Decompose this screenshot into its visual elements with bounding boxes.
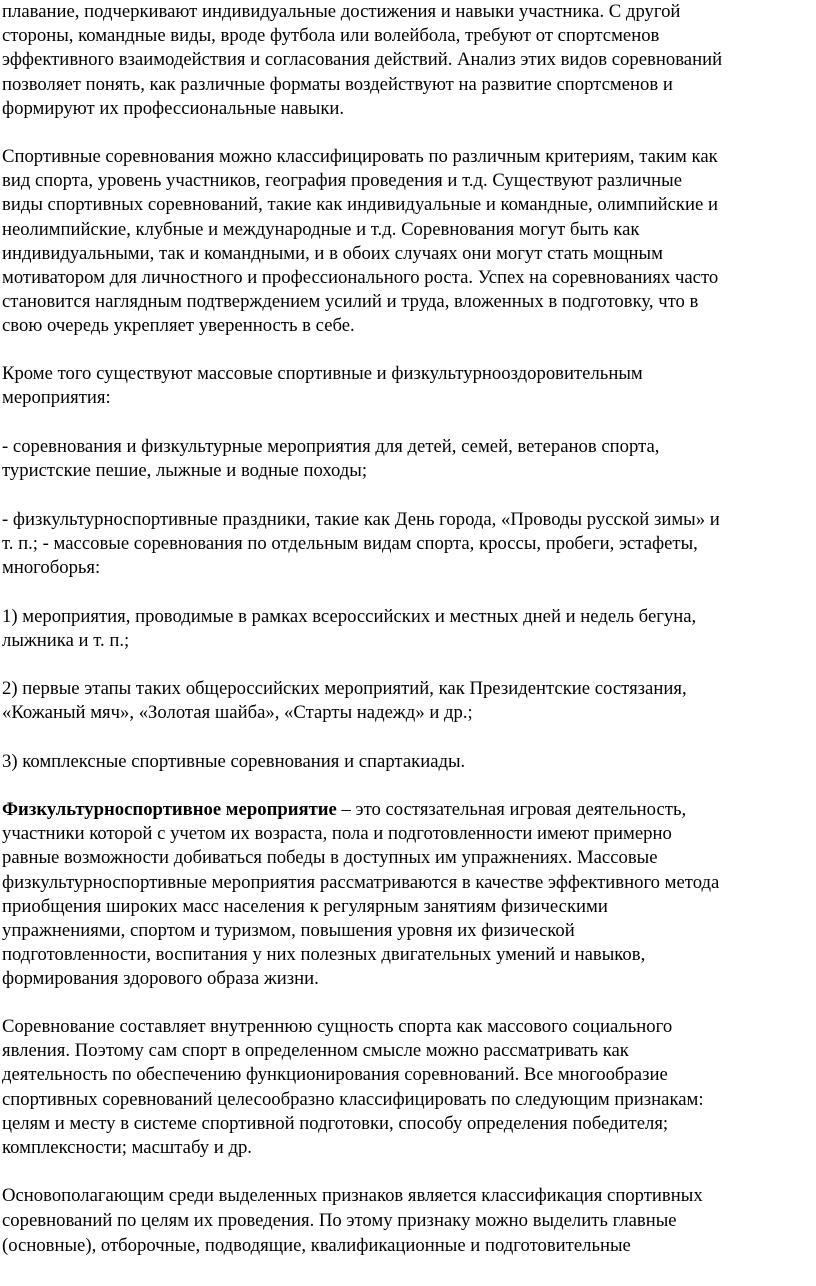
text-line: приобщения широких масс населения к регулярным занятиям физическими xyxy=(2,895,608,917)
text-line: деятельность по обеспечению функционирования соревнований. Все многообразие xyxy=(2,1064,668,1086)
text-line: вид спорта, уровень участников, география проведения и т.д. Существуют различные xyxy=(2,170,682,192)
text-line: 2) первые этапы таких общероссийских мероприятий, как Президентские состязания, xyxy=(2,678,687,699)
list-item-children-events xyxy=(2,435,814,483)
text-line: т. п.; - массовые соревнования по отдельным видам спорта, кроссы, пробеги, эстафеты, xyxy=(2,533,698,555)
text-line: виды спортивных соревнований, такие как индивидуальные и командные, олимпийские и xyxy=(2,194,718,216)
text-line: неолимпийские, клубные и международные и т.д. Соревнования могут быть как xyxy=(2,218,640,240)
text-line: 1) мероприятия, проводимые в рамках всероссийских и местных дней и недель бегуна, xyxy=(2,606,697,627)
defined-term: Физкультурноспортивное мероприятие xyxy=(2,799,337,820)
text-line: явления. Поэтому сам спорт в определенном смысле можно рассматривать как xyxy=(2,1040,629,1062)
text-line: мотиватором для личностного и профессионального роста. Успех на соревнованиях часто xyxy=(2,266,719,288)
text-line: физкультурноспортивные мероприятия рассматриваются в качестве эффективного метода xyxy=(2,871,720,893)
text-line: - физкультурноспортивные праздники, такие как День города, «Проводы русской зимы» и xyxy=(2,509,720,530)
paragraph-intro xyxy=(2,0,814,121)
text-line: - соревнования и физкультурные мероприятия для детей, семей, ветеранов спорта, xyxy=(2,436,660,457)
text-line: Спортивные соревнования можно классифицировать по различным критериям, таким как xyxy=(2,146,718,167)
text-line: мероприятия: xyxy=(2,387,111,409)
text-line: формируют их профессиональные навыки. xyxy=(2,97,345,119)
text-line xyxy=(2,798,814,822)
paragraph-definition xyxy=(2,798,814,992)
text-line: стороны, командные виды, вроде футбола или волейбола, требуют от спортсменов xyxy=(2,25,660,47)
text-line: равные возможности добиваться победы в доступных им упражнениях. Массовые xyxy=(2,847,658,869)
text-line: (основные), отборочные, подводящие, квалификационные и подготовительные xyxy=(2,1235,631,1256)
text-line: лыжника и т. п.; xyxy=(2,630,130,652)
text-line: спортивных соревнований целесообразно классифицировать по следующим признакам: xyxy=(2,1088,704,1110)
text-line: Соревнование составляет внутреннюю сущность спорта как массового социального xyxy=(2,1016,673,1037)
text-line: туристские пешие, лыжные и водные походы; xyxy=(2,460,368,482)
text-line: «Кожаный мяч», «Золотая шайба», «Старты надежд» и др.; xyxy=(2,702,473,724)
text-line: соревнований по целям их проведения. По этому признаку можно выделить главные xyxy=(2,1210,677,1231)
list-item-3 xyxy=(2,750,814,774)
text-line: участники которой с учетом их возраста, пола и подготовленности имеют примерно xyxy=(2,823,672,845)
text-line: подготовленности, воспитания у них полезных двигательных умений и навыков, xyxy=(2,944,646,966)
text-line: эффективного взаимодействия и согласования действий. Анализ этих видов соревнований xyxy=(2,49,723,71)
paragraph-competition-essence xyxy=(2,1015,814,1160)
paragraph-classification xyxy=(2,145,814,339)
paragraph-mass-events xyxy=(2,362,814,410)
text-line: Кроме того существуют массовые спортивные и физкультурнооздоровительным xyxy=(2,363,643,384)
list-item-2 xyxy=(2,677,814,725)
text-line: свою очередь укрепляет уверенность в себе. xyxy=(2,315,355,337)
text-line: плавание, подчеркивают индивидуальные достижения и навыки участника. С другой xyxy=(2,1,681,22)
list-item-sport-holidays xyxy=(2,508,814,581)
text-line: упражнениями, спортом и туризмом, повышения уровня их физической xyxy=(2,919,575,941)
text-line: Основополагающим среди выделенных признаков является классификация спортивных xyxy=(2,1185,703,1206)
text-line: многоборья: xyxy=(2,557,101,579)
text-line: целям и месту в системе спортивной подготовки, способу определения победителя; xyxy=(2,1112,669,1134)
text-line: становится наглядным подтверждением усилий и труда, вложенных в подготовку, что в xyxy=(2,291,699,313)
paragraph-classification-goals xyxy=(2,1184,814,1259)
definition-start: – это состязательная игровая деятельность, xyxy=(336,799,687,820)
text-line: комплексности; масштабу и др. xyxy=(2,1136,252,1158)
text-line: индивидуальными, так и командными, и в обоих случаях они могут стать мощным xyxy=(2,242,663,264)
text-line: формирования здорового образа жизни. xyxy=(2,968,319,990)
list-item-1 xyxy=(2,605,814,653)
text-line: 3) комплексные спортивные соревнования и спартакиады. xyxy=(2,751,466,772)
text-line: позволяет понять, как различные форматы воздействуют на развитие спортсменов и xyxy=(2,73,673,95)
